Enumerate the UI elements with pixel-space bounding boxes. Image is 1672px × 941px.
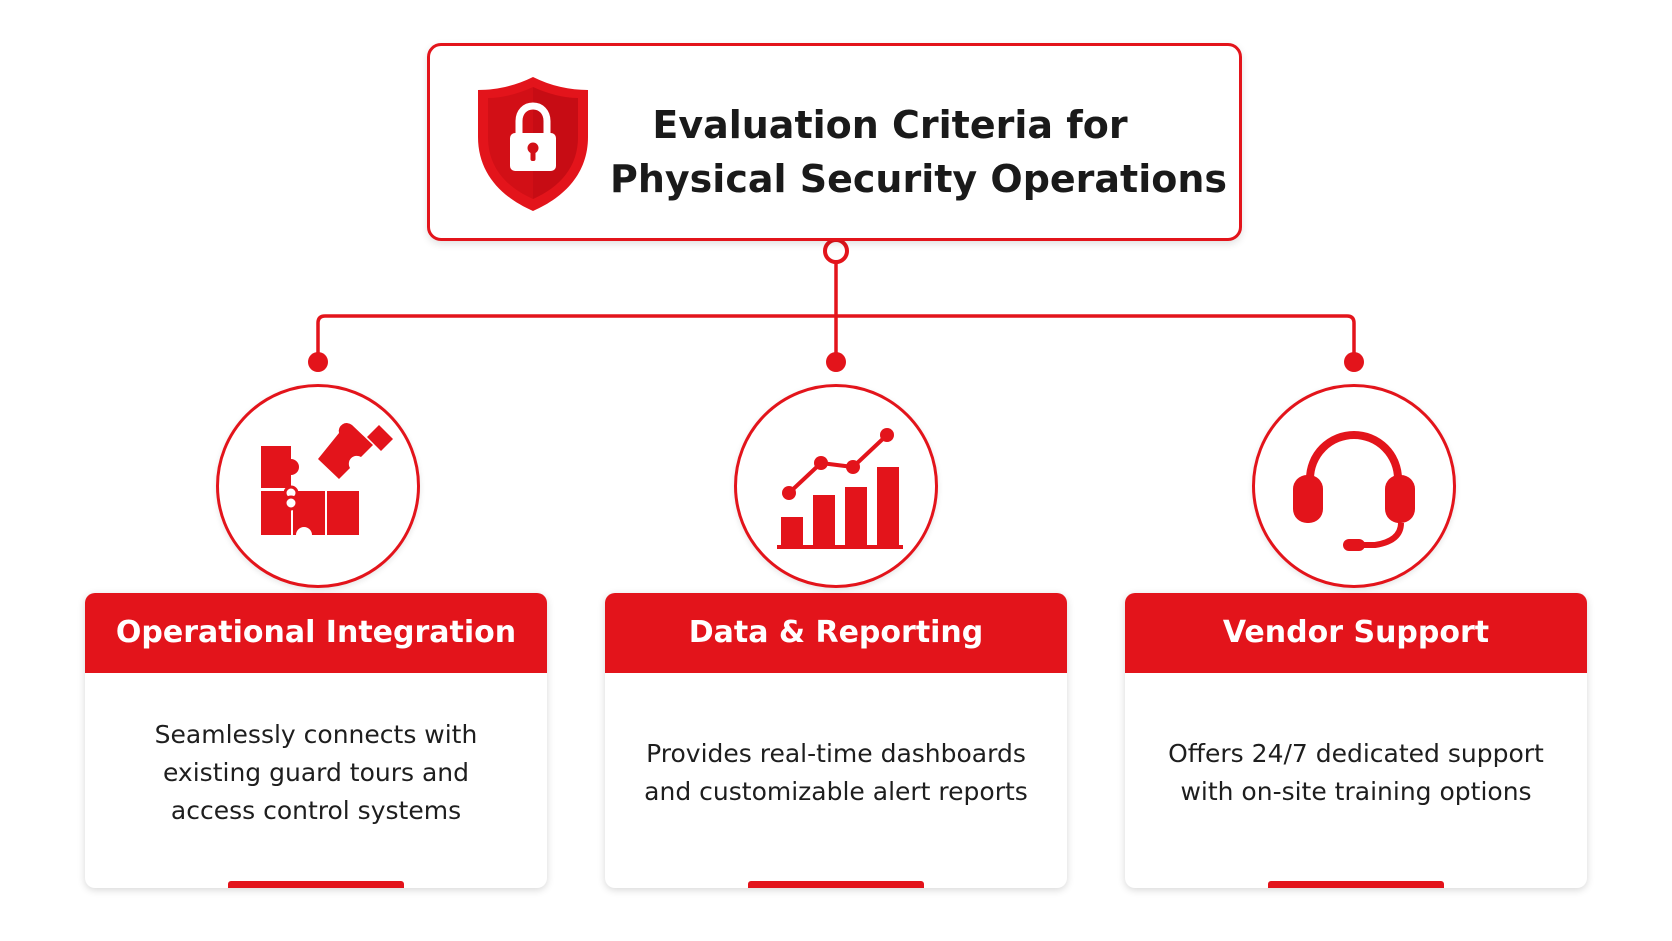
criteria-heading: Data & Reporting xyxy=(605,593,1067,673)
connector-node-right xyxy=(1344,352,1364,372)
title-line-1: Evaluation Criteria for xyxy=(652,103,1128,147)
title-line-2: Physical Security Operations xyxy=(610,157,1228,201)
card-accent-bar xyxy=(1268,881,1444,888)
card-accent-bar xyxy=(228,881,404,888)
title-box xyxy=(427,43,1242,241)
card-accent-bar xyxy=(748,881,924,888)
criteria-card-support xyxy=(1125,593,1587,888)
criteria-icon-circle-reporting xyxy=(734,384,938,588)
connector-node-center xyxy=(826,352,846,372)
criteria-icon-circle-integration xyxy=(216,384,420,588)
criteria-description: Provides real-time dashboards and customizable alert reports xyxy=(644,738,1028,806)
criteria-card-reporting xyxy=(605,593,1067,888)
criteria-heading: Operational Integration xyxy=(85,593,547,673)
criteria-card-integration xyxy=(85,593,547,888)
puzzle-icon xyxy=(219,387,417,585)
criteria-heading: Vendor Support xyxy=(1125,593,1587,673)
headset-icon xyxy=(1255,387,1453,585)
criteria-icon-circle-support xyxy=(1252,384,1456,588)
criteria-description: Seamlessly connects with existing guard tours and access control systems xyxy=(154,719,478,825)
shield-lock-icon xyxy=(474,73,592,213)
bar-chart-icon xyxy=(737,387,935,585)
criteria-description: Offers 24/7 dedicated support with on-site training options xyxy=(1168,738,1544,806)
page-title xyxy=(610,98,1228,206)
connector-node-left xyxy=(308,352,328,372)
connector-node-top xyxy=(825,240,847,262)
